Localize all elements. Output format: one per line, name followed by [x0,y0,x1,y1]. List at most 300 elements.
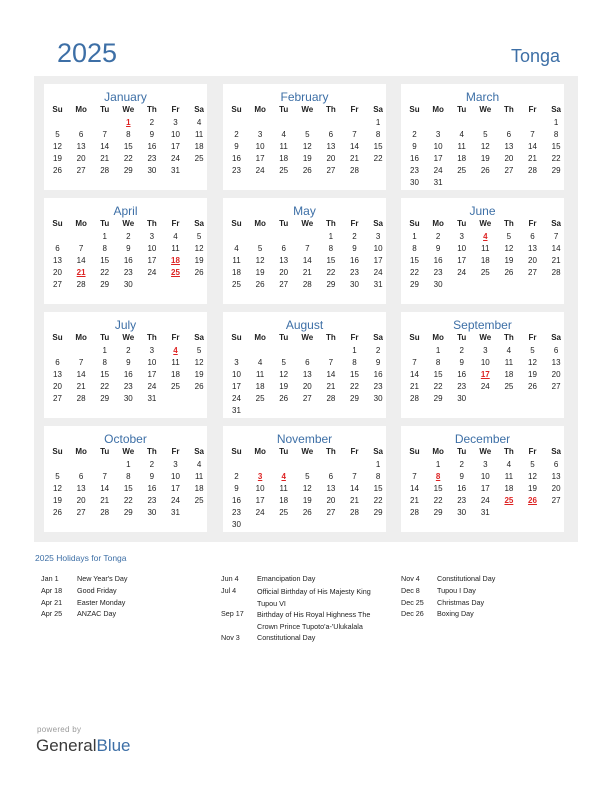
weekday-header: Fr [350,333,359,342]
brand-general: General [36,736,97,755]
day-cell: 24 [373,268,383,277]
day-cell: 10 [171,472,180,481]
day-cell: 26 [255,280,265,289]
day-cell: 1 [328,232,334,241]
day-cell: 18 [232,268,241,277]
weekday-header: Th [147,333,157,342]
day-cell: 31 [171,166,180,175]
day-cell: 24 [171,154,180,163]
day-cell: 10 [232,370,241,379]
holiday-date: Apr 18 [41,586,63,595]
holiday-name: Constitutional Day [437,574,496,583]
holiday-date: Dec 26 [401,609,424,618]
day-cell: 24 [255,508,265,517]
day-cell: 23 [373,382,383,391]
weekday-header: Th [326,333,336,342]
weekday-header: Fr [171,105,180,114]
day-cell: 15 [373,142,383,151]
day-cell: 9 [149,472,155,481]
day-cell: 6 [305,358,310,367]
weekday-header: Fr [171,219,180,228]
day-cell: 10 [480,472,490,481]
day-cell: 27 [551,382,561,391]
day-cell: 28 [76,394,86,403]
weekday-header: Su [231,333,242,342]
weekday-header: Th [147,105,157,114]
day-cell: 23 [147,154,157,163]
day-cell: 18 [194,484,204,493]
weekday-header: Sa [551,105,561,114]
day-cell: 26 [53,166,62,175]
day-cell: 4 [459,130,464,139]
day-cell: 30 [457,394,467,403]
holiday-name: Birthday of His Royal Highness The Crown Prince Tupoto'a-'Ulukalala [257,610,371,631]
holiday-name: Easter Monday [77,598,126,607]
day-cell: 18 [255,382,265,391]
month-december [401,426,564,532]
weekday-header: Sa [551,333,561,342]
day-cell: 6 [553,346,559,355]
day-cell: 21 [100,496,110,505]
day-cell: 8 [435,358,441,367]
day-cell: 15 [326,256,336,265]
day-cell: 3 [483,346,488,355]
day-cell: 23 [147,496,157,505]
day-cell: 14 [410,484,419,493]
day-cell: 28 [326,394,336,403]
day-cell: 30 [373,394,383,403]
day-cell: 30 [433,280,443,289]
day-cell: 23 [123,268,133,277]
weekday-header: Fr [528,447,537,456]
day-cell: 19 [279,382,289,391]
weekday-header: Su [231,219,242,228]
month-name: March [465,90,500,104]
holiday-day-cell: 25 [171,268,180,277]
weekday-header: Sa [551,219,561,228]
day-cell: 9 [459,472,464,481]
day-cell: 2 [459,346,464,355]
weekday-header: Sa [194,219,204,228]
day-cell: 17 [433,154,443,163]
weekday-header: Mo [432,447,444,456]
weekday-header: Th [504,447,514,456]
day-cell: 3 [173,118,178,127]
day-cell: 9 [412,142,417,151]
weekday-header: Th [504,219,514,228]
day-cell: 11 [232,256,241,265]
month-march [401,84,564,190]
holiday-name: Emancipation Day [257,574,316,583]
month-name: July [114,318,137,332]
weekday-header: Mo [75,219,87,228]
day-cell: 6 [328,472,334,481]
day-cell: 24 [232,394,241,403]
day-cell: 12 [302,484,312,493]
day-cell: 31 [433,178,443,187]
day-cell: 19 [255,268,265,277]
day-cell: 22 [326,268,336,277]
weekday-header: We [479,105,492,114]
weekday-header: Tu [100,447,110,456]
day-cell: 6 [78,472,84,481]
holiday-name: Christmas Day [437,598,485,607]
day-cell: 7 [305,244,310,253]
weekday-header: Mo [432,219,444,228]
day-cell: 3 [459,232,464,241]
weekday-header: We [122,219,135,228]
day-cell: 13 [504,142,514,151]
day-cell: 7 [328,358,334,367]
day-cell: 23 [410,166,419,175]
country-title: Tonga [510,46,560,66]
day-cell: 23 [457,382,467,391]
day-cell: 8 [412,244,417,253]
day-cell: 26 [302,166,312,175]
day-cell: 1 [375,118,381,127]
month-august [223,312,386,418]
day-cell: 20 [551,370,561,379]
day-cell: 11 [171,358,180,367]
day-cell: 15 [410,256,419,265]
day-cell: 5 [55,130,60,139]
day-cell: 14 [326,370,336,379]
day-cell: 16 [147,484,157,493]
month-january [44,84,207,190]
holiday-date: Jan 1 [41,574,59,583]
day-cell: 16 [147,142,157,151]
day-cell: 6 [530,232,535,241]
month-name: February [280,90,329,104]
weekday-header: Fr [528,219,537,228]
day-cell: 23 [232,508,241,517]
holiday-day-cell: 25 [504,496,514,505]
holiday-day-cell: 4 [281,472,286,481]
month-may [223,198,386,304]
day-cell: 24 [480,496,490,505]
day-cell: 8 [375,130,381,139]
holiday-date: Jun 4 [221,574,239,583]
day-cell: 13 [551,358,561,367]
day-cell: 13 [326,142,336,151]
day-cell: 19 [480,154,490,163]
month-june [401,198,564,304]
weekday-header: Mo [254,219,266,228]
weekday-header: Th [504,105,514,114]
holiday-date: Apr 21 [41,598,63,607]
day-cell: 12 [504,244,514,253]
day-cell: 22 [100,382,110,391]
day-cell: 24 [457,268,467,277]
day-cell: 23 [232,166,241,175]
day-cell: 15 [551,142,561,151]
day-cell: 14 [100,142,110,151]
day-cell: 11 [279,142,288,151]
brand-logo[interactable] [36,736,131,756]
weekday-header: Fr [528,105,537,114]
day-cell: 15 [373,484,383,493]
day-cell: 8 [126,472,131,481]
holiday-day-cell: 1 [126,118,131,127]
day-cell: 29 [350,394,359,403]
month-july [44,312,207,418]
day-cell: 24 [480,382,490,391]
weekday-header: Su [409,105,420,114]
weekday-header: Tu [279,219,289,228]
day-cell: 12 [255,256,265,265]
month-name: April [113,204,138,218]
day-cell: 11 [504,358,514,367]
day-cell: 11 [255,370,265,379]
day-cell: 18 [504,484,514,493]
holiday-day-cell: 17 [480,370,490,379]
weekday-header: Mo [75,333,87,342]
day-cell: 16 [410,154,419,163]
day-cell: 20 [528,256,537,265]
day-cell: 17 [457,256,467,265]
day-cell: 19 [53,496,62,505]
day-cell: 29 [326,280,336,289]
weekday-header: Sa [373,105,383,114]
day-cell: 15 [350,370,359,379]
day-cell: 19 [194,370,204,379]
day-cell: 27 [551,496,561,505]
day-cell: 14 [551,244,561,253]
day-cell: 8 [126,130,131,139]
day-cell: 27 [302,394,312,403]
day-cell: 29 [100,280,110,289]
day-cell: 15 [123,484,133,493]
day-cell: 26 [194,268,204,277]
day-cell: 2 [459,460,464,469]
holiday-name-wrap [257,609,387,633]
month-name: October [104,432,147,446]
day-cell: 20 [76,496,86,505]
day-cell: 1 [102,232,107,241]
day-cell: 8 [375,472,381,481]
day-cell: 5 [257,244,263,253]
weekday-header: Sa [194,447,204,456]
day-cell: 10 [255,484,265,493]
day-cell: 22 [433,496,443,505]
day-cell: 13 [326,484,336,493]
powered-by-text: powered by [37,725,82,734]
day-cell: 20 [326,496,336,505]
day-cell: 29 [433,508,443,517]
weekday-header: Sa [194,333,204,342]
day-cell: 14 [100,484,110,493]
day-cell: 16 [350,256,359,265]
day-cell: 20 [76,154,86,163]
weekday-header: Su [231,105,242,114]
day-cell: 26 [528,382,537,391]
day-cell: 24 [255,166,265,175]
month-name: May [293,204,316,218]
day-cell: 21 [100,154,110,163]
day-cell: 13 [551,472,561,481]
holiday-date: Jul 4 [221,586,237,595]
weekday-header: We [301,333,314,342]
day-cell: 18 [457,154,467,163]
day-cell: 10 [433,142,443,151]
day-cell: 13 [279,256,289,265]
day-cell: 10 [457,244,467,253]
day-cell: 10 [171,130,180,139]
day-cell: 14 [302,256,312,265]
day-cell: 19 [528,484,537,493]
day-cell: 29 [433,394,443,403]
day-cell: 5 [55,472,60,481]
holiday-date: Nov 4 [401,574,420,583]
day-cell: 11 [194,472,204,481]
day-cell: 29 [373,508,383,517]
day-cell: 10 [255,142,265,151]
day-cell: 9 [459,358,464,367]
weekday-header: Th [326,105,336,114]
weekday-header: Mo [254,447,266,456]
day-cell: 5 [506,232,512,241]
day-cell: 29 [410,280,419,289]
day-cell: 31 [480,508,490,517]
weekday-header: Fr [350,105,359,114]
weekday-header: Sa [551,447,561,456]
day-cell: 4 [196,460,202,469]
day-cell: 9 [126,244,131,253]
holiday-name-wrap [257,586,387,610]
holiday-day-cell: 21 [76,268,86,277]
day-cell: 13 [53,370,62,379]
day-cell: 21 [410,382,419,391]
day-cell: 21 [302,268,312,277]
holiday-name: ANZAC Day [77,609,117,618]
day-cell: 29 [123,166,133,175]
day-cell: 16 [123,370,133,379]
day-cell: 12 [53,484,62,493]
weekday-header: Th [504,333,514,342]
day-cell: 3 [149,232,155,241]
day-cell: 20 [551,484,561,493]
day-cell: 25 [480,268,490,277]
day-cell: 20 [326,154,336,163]
day-cell: 22 [123,154,133,163]
day-cell: 25 [232,280,241,289]
holiday-name: New Year's Day [77,574,128,583]
weekday-header: Mo [75,105,87,114]
day-cell: 25 [504,382,514,391]
day-cell: 21 [350,154,359,163]
day-cell: 26 [480,166,490,175]
holidays-title: 2025 Holidays for Tonga [35,553,127,563]
weekday-header: Sa [373,219,383,228]
weekday-header: Su [409,333,420,342]
weekday-header: Tu [100,219,110,228]
holiday-date: Nov 3 [221,633,240,642]
day-cell: 17 [171,142,180,151]
holiday-day-cell: 8 [435,472,441,481]
day-cell: 21 [76,382,86,391]
day-cell: 5 [305,130,310,139]
day-cell: 27 [326,166,336,175]
day-cell: 14 [76,256,86,265]
day-cell: 25 [255,394,265,403]
day-cell: 16 [457,370,467,379]
day-cell: 30 [457,508,467,517]
day-cell: 17 [147,256,157,265]
day-cell: 8 [553,130,559,139]
day-cell: 2 [234,130,239,139]
day-cell: 1 [435,346,441,355]
weekday-header: Tu [279,333,289,342]
day-cell: 25 [194,154,204,163]
weekday-header: We [301,447,314,456]
day-cell: 27 [53,394,62,403]
day-cell: 29 [123,508,133,517]
day-cell: 5 [530,460,535,469]
day-cell: 10 [480,358,490,367]
day-cell: 3 [257,130,263,139]
holiday-day-cell: 26 [528,496,537,505]
day-cell: 6 [553,460,559,469]
day-cell: 7 [102,472,107,481]
weekday-header: We [122,105,135,114]
weekday-header: Th [147,447,157,456]
day-cell: 5 [483,130,488,139]
month-april [44,198,207,304]
day-cell: 16 [232,154,241,163]
day-cell: 27 [76,166,86,175]
day-cell: 10 [373,244,383,253]
day-cell: 28 [350,166,359,175]
holiday-name: Good Friday [77,586,117,595]
day-cell: 8 [102,358,107,367]
day-cell: 27 [528,268,537,277]
day-cell: 10 [147,244,157,253]
day-cell: 13 [76,142,86,151]
weekday-header: Su [52,219,63,228]
day-cell: 17 [373,256,383,265]
day-cell: 16 [433,256,443,265]
day-cell: 6 [506,130,512,139]
month-september [401,312,564,418]
day-cell: 22 [373,154,383,163]
day-cell: 11 [194,130,204,139]
day-cell: 28 [350,508,359,517]
day-cell: 21 [551,256,561,265]
day-cell: 28 [551,268,561,277]
day-cell: 29 [100,394,110,403]
day-cell: 20 [279,268,289,277]
day-cell: 16 [123,256,133,265]
day-cell: 22 [433,382,443,391]
day-cell: 28 [410,394,419,403]
day-cell: 17 [255,496,265,505]
day-cell: 3 [173,460,178,469]
weekday-header: Mo [432,333,444,342]
weekday-header: Tu [279,447,289,456]
day-cell: 20 [53,268,62,277]
day-cell: 11 [504,472,514,481]
day-cell: 15 [100,256,110,265]
day-cell: 7 [553,232,559,241]
month-name: November [276,432,333,446]
day-cell: 20 [53,382,62,391]
day-cell: 12 [528,472,537,481]
weekday-header: Sa [194,105,204,114]
day-cell: 24 [147,382,157,391]
day-cell: 13 [528,244,537,253]
day-cell: 12 [528,358,537,367]
weekday-header: Tu [100,105,110,114]
